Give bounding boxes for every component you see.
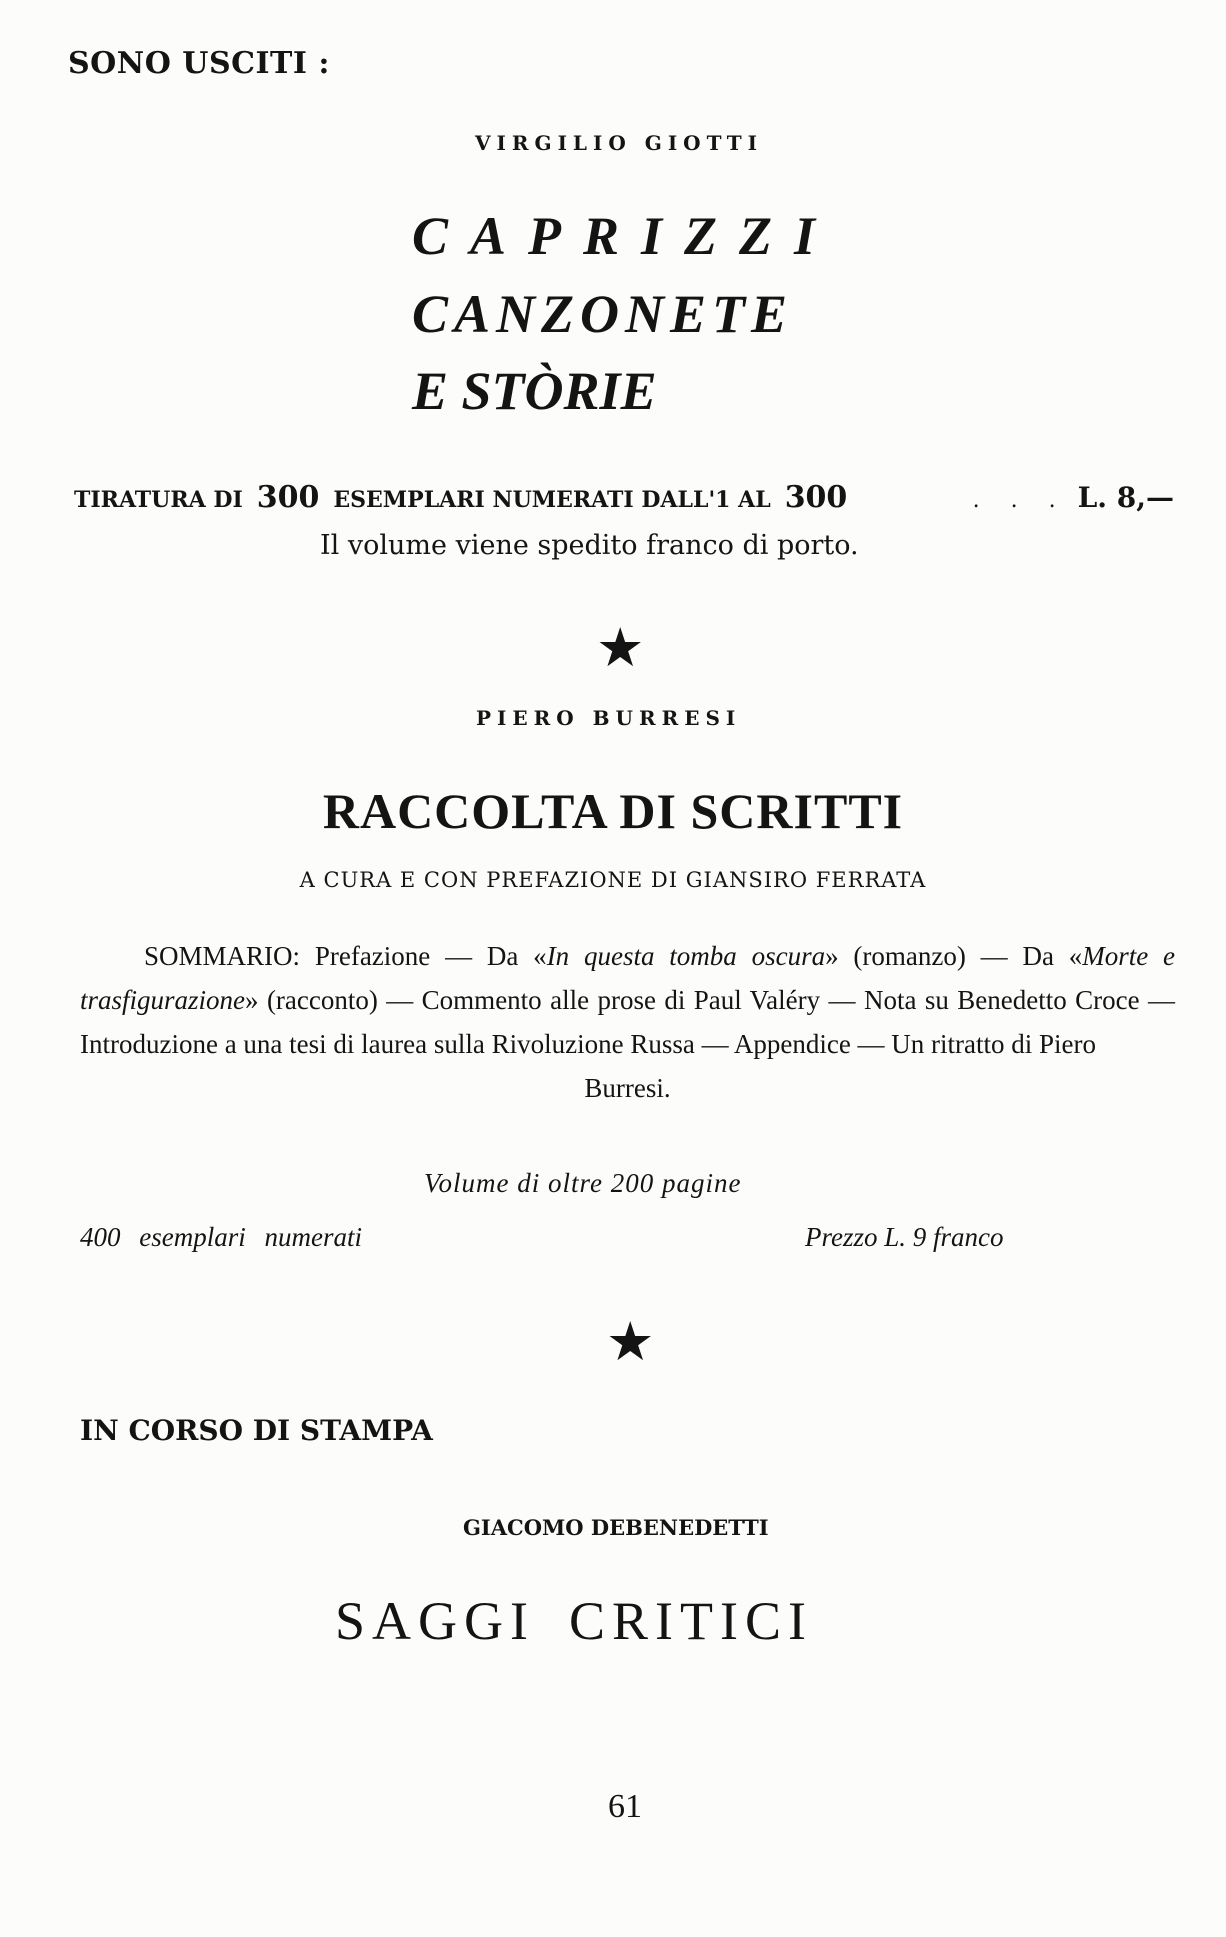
title-raccolta: RACCOLTA DI SCRITTI — [322, 783, 904, 839]
author-giotti: VIRGILIO GIOTTI — [475, 131, 763, 155]
summary-italic-1: In questa tomba oscura — [546, 941, 826, 971]
title-line-2: CANZONETE — [412, 284, 794, 344]
star-divider-icon: ★ — [596, 616, 645, 679]
subtitle-curator: A CURA E CON PREFAZIONE DI GIANSIRO FERRATA — [299, 868, 927, 892]
summary-label: SOMMARIO: — [144, 941, 301, 971]
author-burresi: PIERO BURRESI — [476, 706, 742, 730]
section-heading-in-corso: IN CORSO DI STAMPA — [80, 1414, 433, 1447]
tiratura-copies: 300 — [256, 480, 320, 515]
title-saggi-critici — [335, 1590, 813, 1652]
tiratura-copies-to: 300 — [784, 480, 848, 515]
summary-text-1: Prefazione — Da « — [314, 941, 547, 971]
summary-text-3: » (racconto) — Commento alle prose di Paul Valéry — Nota su Benedetto Croce — Introduzione a una tesi di laurea sulla Rivoluzione Russa — Appendice — Un ritratto di Piero — [80, 985, 1175, 1059]
author-debenedetti: GIACOMO DEBENEDETTI — [463, 1515, 769, 1540]
tiratura-line — [74, 480, 1174, 515]
title-line-1: CAPRIZZI — [412, 206, 838, 266]
summary-text-2: » (romanzo) — Da « — [825, 941, 1083, 971]
title-line-3: E STÒRIE — [412, 361, 657, 421]
tiratura-price: L. 8,— — [1077, 481, 1174, 514]
summary-last-line: Burresi. — [584, 1073, 671, 1103]
price-label: Prezzo L. 9 franco — [805, 1222, 1004, 1252]
title-saggi-word-1: SAGGI — [335, 1591, 536, 1651]
tiratura-leader: . . . — [972, 488, 1068, 513]
title-saggi-word-2: CRITICI — [569, 1591, 814, 1651]
copies-count: 400 esemplari numerati — [80, 1222, 362, 1252]
tiratura-middle: ESEMPLARI NUMERATI DALL'1 AL — [333, 487, 771, 513]
shipping-note: Il volume viene spedito franco di porto. — [320, 530, 859, 561]
summary-italic-2: Morte e trasfigurazione — [80, 941, 1176, 1015]
page-number: 61 — [608, 1788, 642, 1825]
volume-pages: Volume di oltre 200 pagine — [424, 1168, 742, 1198]
section-heading-sono-usciti: SONO USCITI : — [68, 46, 330, 81]
summary-paragraph — [80, 934, 1175, 1110]
star-divider-icon-2: ★ — [606, 1310, 655, 1373]
tiratura-prefix: TIRATURA DI — [74, 487, 243, 513]
